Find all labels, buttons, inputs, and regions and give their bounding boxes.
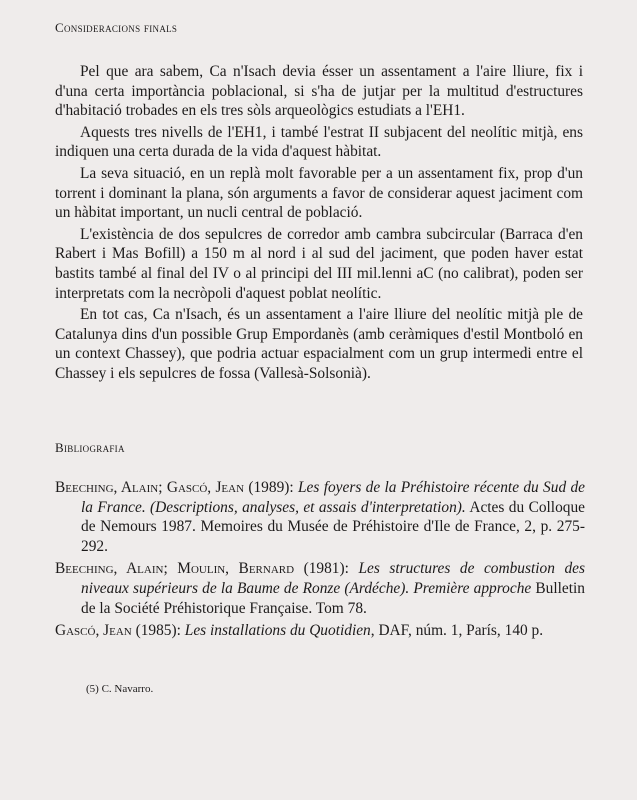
reference-list <box>55 478 585 644</box>
reference-entry <box>55 478 585 556</box>
reference-authors: Gascó, Jean <box>55 622 132 640</box>
reference-title: Les structures de combustion des niveaux supérieurs de la Baume de Ronze (Ardéche). Première approche <box>81 560 585 597</box>
reference-authors: Beeching, Alain; Moulin, Bernard <box>55 560 295 578</box>
reference-details: , DAF, núm. 1, París, 140 p. <box>370 622 544 640</box>
paragraph: La seva situació, en un replà molt favorable per a un assentament fix, prop d'un torrent i dominant la plana, són arguments a favor de considerar aquest jaciment com un hàbitat important, un nucli central de població. <box>55 164 583 222</box>
reference-entry <box>55 559 585 618</box>
reference-title: Les installations du Quotidien <box>184 622 371 640</box>
reference-authors: Beeching, Alain; Gascó, Jean <box>55 479 245 496</box>
bibliography-heading: Bibliografia <box>55 440 125 455</box>
paragraph: Pel que ara sabem, Ca n'Isach devia ésser un assentament a l'aire lliure, fix i d'una certa importància poblacional, si s'ha de jutjar per la multitud d'estructures d'habitació trobades en els tres sòls arqueològics estudiats a l'EH1. <box>55 63 583 120</box>
reference-details: Bulletin de la Société Préhistorique Française. Tom 78. <box>81 579 585 617</box>
reference-details: Actes du Colloque de Nemours 1987. Memoires du Musée de Préhistoire d'Ile de France, 2, p. 275-292. <box>81 498 585 555</box>
reference-title: Les foyers de la Préhistoire récente du Sud de la France. (Descriptions, analyses, et assais d'interpretation). <box>81 479 585 516</box>
section-heading: Consideracions finals <box>55 20 178 35</box>
reference-entry <box>55 621 585 641</box>
paragraph: L'existència de dos sepulcres de corredor amb cambra subcircular (Barraca d'en Rabert i Mas Bofill) a 150 m al nord i al sud del jaciment, que poden haver estat bastits també al final del IV o al principi del III mil.lenni aC (no calibrat), poden ser interpretats com la necròpoli d'aquest poblat neolític. <box>55 225 583 302</box>
reference-year: (1985): <box>131 622 185 640</box>
body-text <box>55 62 583 386</box>
paragraph: En tot cas, Ca n'Isach, és un assentament a l'aire lliure del neolític mitjà ple de Catalunya dins d'un possible Grup Empordanès (amb ceràmiques d'estil Montboló en un context Chassey), que podria actuar espacialment com un grup intermedi entre el Chassey i els sepulcres de fossa (Vallesà-Solsonià). <box>55 306 583 382</box>
footnote: (5) C. Navarro. <box>86 683 154 695</box>
reference-year: (1981): <box>294 560 359 578</box>
reference-year: (1989): <box>244 479 298 496</box>
paragraph: Aquests tres nivells de l'EH1, i també l'estrat II subjacent del neolític mitjà, ens indiquen una certa durada de la vida d'aquest hàbitat. <box>55 123 583 161</box>
